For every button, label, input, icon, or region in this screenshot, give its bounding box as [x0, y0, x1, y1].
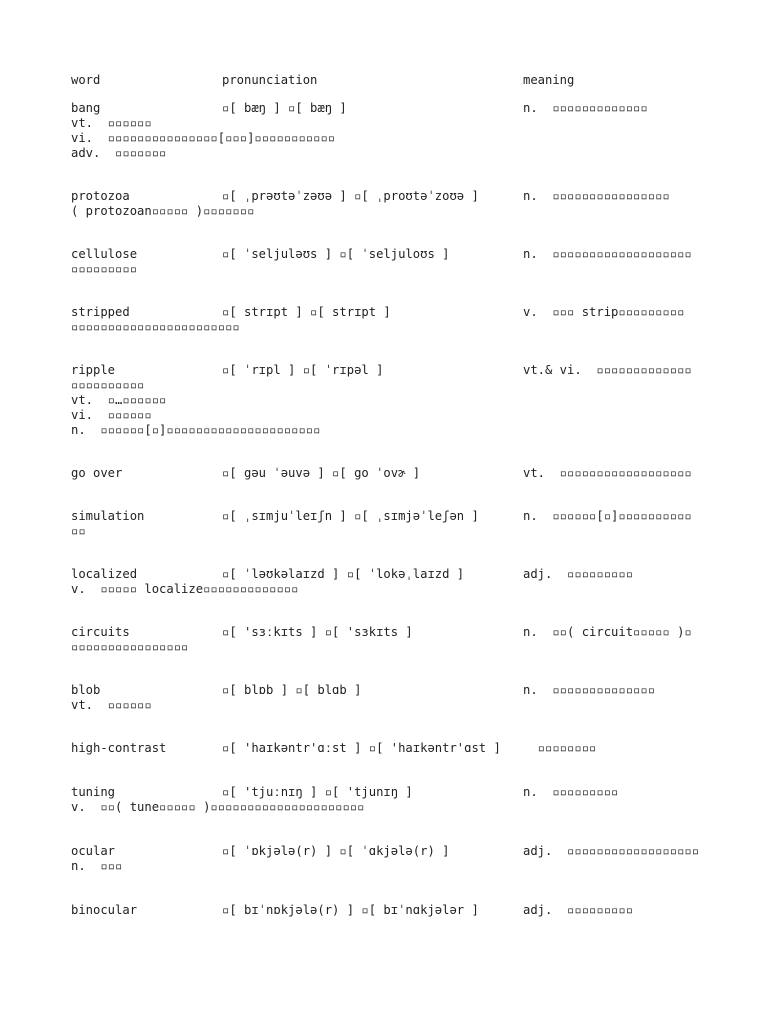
entry-meaning: vt. ▫▫▫▫▫▫▫▫▫▫▫▫▫▫▫▫▫▫	[523, 466, 692, 480]
vocab-entry	[71, 784, 731, 830]
entry-main-row	[71, 624, 731, 640]
entry-sense-line: ( protozoan▫▫▫▫▫ )▫▫▫▫▫▫▫	[71, 204, 255, 218]
entry-word: go over	[71, 466, 123, 480]
entry-pronunciation: ▫[ gəu ˈəuvə ] ▫[ go ˈovɚ ]	[222, 466, 421, 480]
entry-word: protozoa	[71, 189, 130, 203]
entry-spacer	[71, 277, 731, 292]
entry-word: tuning	[71, 785, 116, 799]
entry-pronunciation: ▫[ ˈrɪpl ] ▫[ ˈrɪpəl ]	[222, 363, 384, 377]
entry-pronunciation: ▫[ bɪˈnɒkjələ(r) ] ▫[ bɪˈnɑkjələr ]	[222, 903, 479, 917]
entry-word: high-contrast	[71, 741, 167, 755]
entry-spacer	[71, 335, 731, 350]
entry-sense-line: vt. ▫▫▫▫▫▫	[71, 116, 152, 130]
entry-pronunciation: ▫[ ˌsɪmjuˈleɪʃn ] ▫[ ˌsɪmjəˈleʃən ]	[222, 509, 479, 523]
entry-meaning: adj. ▫▫▫▫▫▫▫▫▫▫▫▫▫▫▫▫▫▫	[523, 844, 700, 858]
entry-main-row	[71, 843, 731, 859]
entry-sense-line: v. ▫▫( tune▫▫▫▫▫ )▫▫▫▫▫▫▫▫▫▫▫▫▫▫▫▫▫▫▫▫▫	[71, 800, 365, 814]
entry-pronunciation: ▫[ strɪpt ] ▫[ strɪpt ]	[222, 305, 391, 319]
entry-sense-line: ▫▫▫▫▫▫▫▫▫▫▫▫▫▫▫▫	[71, 640, 189, 654]
entry-meaning: n. ▫▫▫▫▫▫▫▫▫▫▫▫▫▫▫▫▫▫▫	[523, 247, 692, 261]
vocab-entry	[71, 100, 731, 176]
entry-sense-line: vt. ▫…▫▫▫▫▫▫	[71, 393, 167, 407]
entry-sense-line: adv. ▫▫▫▫▫▫▫	[71, 146, 167, 160]
entry-word: cellulose	[71, 247, 138, 261]
entry-meaning: vt.& vi. ▫▫▫▫▫▫▫▫▫▫▫▫▫	[523, 363, 692, 377]
entry-word: bang	[71, 101, 101, 115]
entry-main-row	[71, 465, 731, 481]
entry-spacer	[71, 219, 731, 234]
entry-pronunciation: ▫[ ˌprəʊtəˈzəʊə ] ▫[ ˌproʊtəˈzoʊə ]	[222, 189, 479, 203]
entry-list	[71, 100, 731, 933]
entry-word: stripped	[71, 305, 130, 319]
entry-word: simulation	[71, 509, 145, 523]
entry-sense-line: ▫▫▫▫▫▫▫▫▫	[71, 262, 138, 276]
vocab-entry	[71, 624, 731, 670]
vocab-entry	[71, 465, 731, 496]
entry-word: circuits	[71, 625, 130, 639]
entry-spacer	[71, 918, 731, 933]
vocab-entry	[71, 246, 731, 292]
entry-spacer	[71, 655, 731, 670]
entry-sense-line: ▫▫▫▫▫▫▫▫▫▫▫▫▫▫▫▫▫▫▫▫▫▫▫	[71, 320, 240, 334]
entry-word: binocular	[71, 903, 138, 917]
vocab-entry	[71, 740, 731, 771]
entry-meaning: adj. ▫▫▫▫▫▫▫▫▫	[523, 903, 634, 917]
entry-main-row	[71, 304, 731, 320]
entry-main-row	[71, 682, 731, 698]
entry-meaning: n. ▫▫( circuit▫▫▫▫▫ )▫	[523, 625, 692, 639]
entry-main-row	[71, 508, 731, 524]
entry-pronunciation: ▫[ ˈləʊkəlaɪzd ] ▫[ ˈlokəˌlaɪzd ]	[222, 567, 465, 581]
entry-spacer	[71, 815, 731, 830]
entry-meaning: ▫▫▫▫▫▫▫▫	[523, 741, 597, 755]
entry-spacer	[71, 874, 731, 889]
entry-pronunciation: ▫[ ˈɒkjələ(r) ] ▫[ ˈɑkjələ(r) ]	[222, 844, 450, 858]
entry-sense-line: vi. ▫▫▫▫▫▫▫▫▫▫▫▫▫▫▫[▫▫▫]▫▫▫▫▫▫▫▫▫▫▫	[71, 131, 336, 145]
entry-main-row	[71, 740, 731, 756]
entry-word: blob	[71, 683, 101, 697]
entry-spacer	[71, 438, 731, 453]
entry-meaning: n. ▫▫▫▫▫▫▫▫▫▫▫▫▫▫▫▫	[523, 189, 670, 203]
entry-main-row	[71, 784, 731, 800]
entry-pronunciation: ▫[ 'sɜːkɪts ] ▫[ 'sɜkɪts ]	[222, 625, 413, 639]
entry-pronunciation: ▫[ ˈseljuləʊs ] ▫[ ˈseljuloʊs ]	[222, 247, 450, 261]
entry-spacer	[71, 539, 731, 554]
vocabulary-table	[71, 72, 731, 933]
vocab-entry	[71, 682, 731, 728]
entry-main-row	[71, 566, 731, 582]
entry-sense-line: vt. ▫▫▫▫▫▫	[71, 698, 152, 712]
entry-sense-line: ▫▫	[71, 524, 86, 538]
entry-pronunciation: ▫[ 'haɪkəntr'ɑːst ] ▫[ 'haɪkəntr'ɑst ]	[222, 741, 501, 755]
vocab-entry	[71, 508, 731, 554]
header-word: word	[71, 73, 101, 87]
table-header	[71, 72, 731, 88]
vocab-entry	[71, 902, 731, 933]
entry-spacer	[71, 597, 731, 612]
vocab-entry	[71, 188, 731, 234]
entry-pronunciation: ▫[ bæŋ ] ▫[ bæŋ ]	[222, 101, 347, 115]
entry-main-row	[71, 246, 731, 262]
entry-main-row	[71, 100, 731, 116]
entry-sense-line: n. ▫▫▫▫▫▫[▫]▫▫▫▫▫▫▫▫▫▫▫▫▫▫▫▫▫▫▫▫▫	[71, 423, 321, 437]
entry-meaning: v. ▫▫▫ strip▫▫▫▫▫▫▫▫▫	[523, 305, 685, 319]
entry-main-row	[71, 902, 731, 918]
entry-word: ocular	[71, 844, 116, 858]
entry-main-row	[71, 362, 731, 378]
entry-main-row	[71, 188, 731, 204]
vocab-entry	[71, 843, 731, 889]
entry-meaning: n. ▫▫▫▫▫▫[▫]▫▫▫▫▫▫▫▫▫▫	[523, 509, 692, 523]
entry-spacer	[71, 756, 731, 771]
entry-sense-line: ▫▫▫▫▫▫▫▫▫▫	[71, 378, 145, 392]
entry-meaning: n. ▫▫▫▫▫▫▫▫▫▫▫▫▫▫	[523, 683, 656, 697]
entry-sense-line: v. ▫▫▫▫▫ localize▫▫▫▫▫▫▫▫▫▫▫▫▫	[71, 582, 299, 596]
entry-pronunciation: ▫[ blɒb ] ▫[ blɑb ]	[222, 683, 362, 697]
entry-meaning: n. ▫▫▫▫▫▫▫▫▫	[523, 785, 619, 799]
entry-spacer	[71, 481, 731, 496]
vocab-entry	[71, 362, 731, 453]
entry-meaning: n. ▫▫▫▫▫▫▫▫▫▫▫▫▫	[523, 101, 648, 115]
entry-word: localized	[71, 567, 138, 581]
vocab-entry	[71, 566, 731, 612]
vocab-entry	[71, 304, 731, 350]
entry-sense-line: n. ▫▫▫	[71, 859, 123, 873]
entry-meaning: adj. ▫▫▫▫▫▫▫▫▫	[523, 567, 634, 581]
header-pronunciation: pronunciation	[222, 73, 318, 87]
entry-spacer	[71, 161, 731, 176]
entry-sense-line: vi. ▫▫▫▫▫▫	[71, 408, 152, 422]
entry-word: ripple	[71, 363, 116, 377]
header-meaning: meaning	[523, 73, 575, 87]
entry-pronunciation: ▫[ 'tjuːnɪŋ ] ▫[ 'tjunɪŋ ]	[222, 785, 413, 799]
entry-spacer	[71, 713, 731, 728]
